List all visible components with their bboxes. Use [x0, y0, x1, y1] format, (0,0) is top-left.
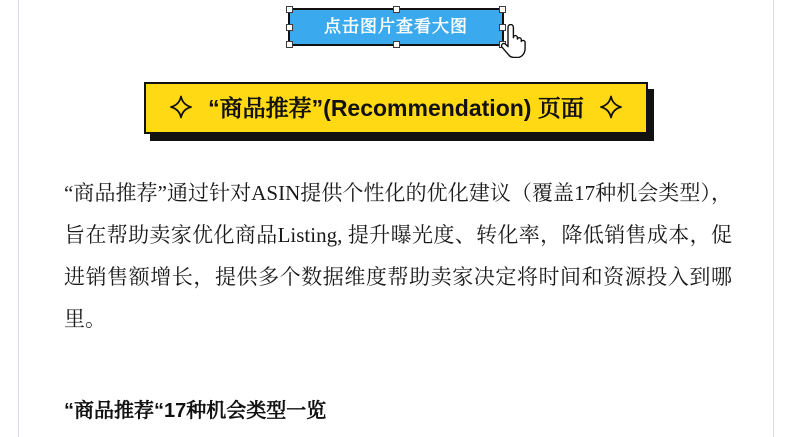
- sparkle-icon: [598, 95, 624, 121]
- sparkle-icon: [168, 95, 194, 121]
- section-title-container: [0, 82, 792, 134]
- selection-handle-bottom-middle[interactable]: [393, 41, 400, 48]
- body-paragraph: “商品推荐”通过针对ASIN提供个性化的优化建议（覆盖17种机会类型），旨在帮助卖家优化商品Listing, 提升曝光度、转化率，降低销售成本，促进销售额增长，提供多个数据维度帮助卖家决定将时间和资源投入到哪里。: [64, 181, 732, 331]
- selection-handle-bottom-left[interactable]: [286, 41, 293, 48]
- right-margin-rule: [773, 0, 774, 437]
- pointing-hand-cursor-icon: [500, 24, 526, 58]
- body-subheading: “商品推荐“17种机会类型一览: [64, 400, 327, 422]
- click-banner-label: 点击图片查看大图: [324, 17, 468, 36]
- click-banner-container: [0, 8, 792, 46]
- selection-handle-middle-left[interactable]: [286, 24, 293, 31]
- selection-handle-top-right[interactable]: [499, 6, 506, 13]
- selection-handle-top-left[interactable]: [286, 6, 293, 13]
- left-margin-rule: [18, 0, 19, 437]
- selection-handle-top-middle[interactable]: [393, 6, 400, 13]
- section-title-bar: [144, 82, 648, 134]
- click-image-banner[interactable]: [288, 8, 504, 46]
- section-title-label: “商品推荐”(Recommendation) 页面: [208, 95, 584, 121]
